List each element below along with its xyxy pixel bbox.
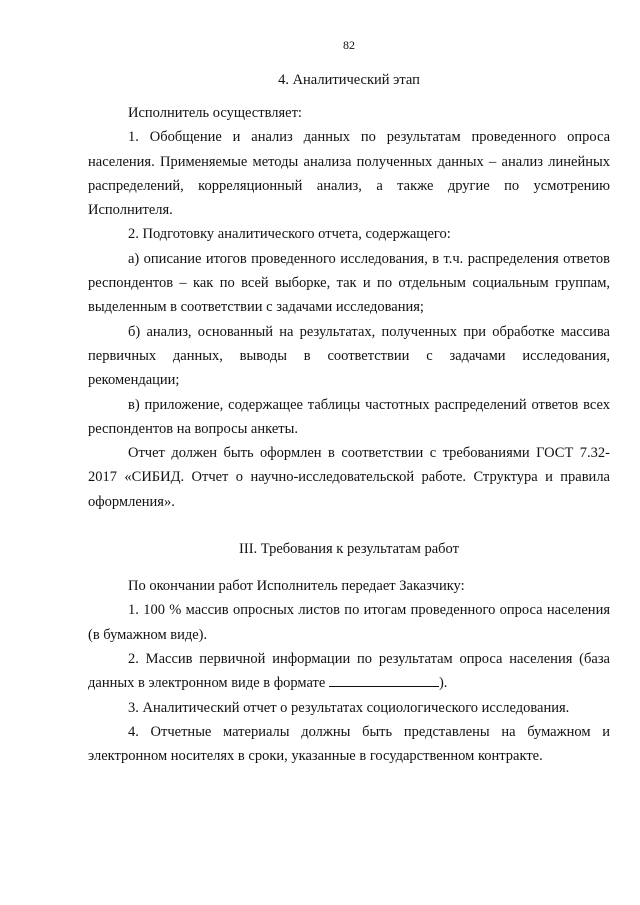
paragraph: а) описание итогов проведенного исследования, в т.ч. распределения ответов респондентов – как по всей выборке, так и по отдельным социальным группам, выделенным в соответствии с задачами исследования;	[88, 250, 610, 316]
format-blank-line	[329, 672, 439, 687]
page-number: 82	[343, 38, 355, 52]
paragraph: б) анализ, основанный на результатах, полученных при обработке массива первичных данных, выводы в соответствии с задачами исследования, рекомендации;	[88, 323, 610, 389]
paragraph: 3. Аналитический отчет о результатах социологического исследования.	[128, 699, 570, 716]
paragraph-with-blank	[88, 647, 610, 696]
item2-text: 2. Массив первичной информации по результатам опроса населения (база данных в электронном виде в формате	[88, 650, 610, 692]
paragraph: Исполнитель осуществляет:	[128, 105, 302, 121]
paragraph: 1. 100 % массив опросных листов по итогам проведенного опроса населения (в бумажном виде).	[88, 602, 610, 643]
section-heading-requirements: III. Требования к результатам работ	[239, 541, 459, 558]
item2-tail: ).	[438, 675, 448, 692]
section-heading-analytic-stage: 4. Аналитический этап	[278, 72, 420, 88]
paragraph: 1. Обобщение и анализ данных по результатам проведенного опроса населения. Применяемые методы анализа полученных данных – анализ линейных распределений, корреляционный анализ, а также другие по усмотрению Исполнителя.	[88, 129, 610, 219]
paragraph: По окончании работ Исполнитель передает Заказчику:	[128, 578, 465, 595]
paragraph: 2. Подготовку аналитического отчета, содержащего:	[128, 226, 451, 243]
paragraph: в) приложение, содержащее таблицы частотных распределений ответов всех респондентов на вопросы анкеты.	[88, 396, 610, 437]
paragraph: Отчет должен быть оформлен в соответствии с требованиями ГОСТ 7.32-2017 «СИБИД. Отчет о научно-исследовательской работе. Структура и правила оформления».	[88, 445, 610, 510]
paragraph: 4. Отчетные материалы должны быть представлены на бумажном и электронном носителях в сроки, указанные в государственном контракте.	[88, 723, 610, 765]
